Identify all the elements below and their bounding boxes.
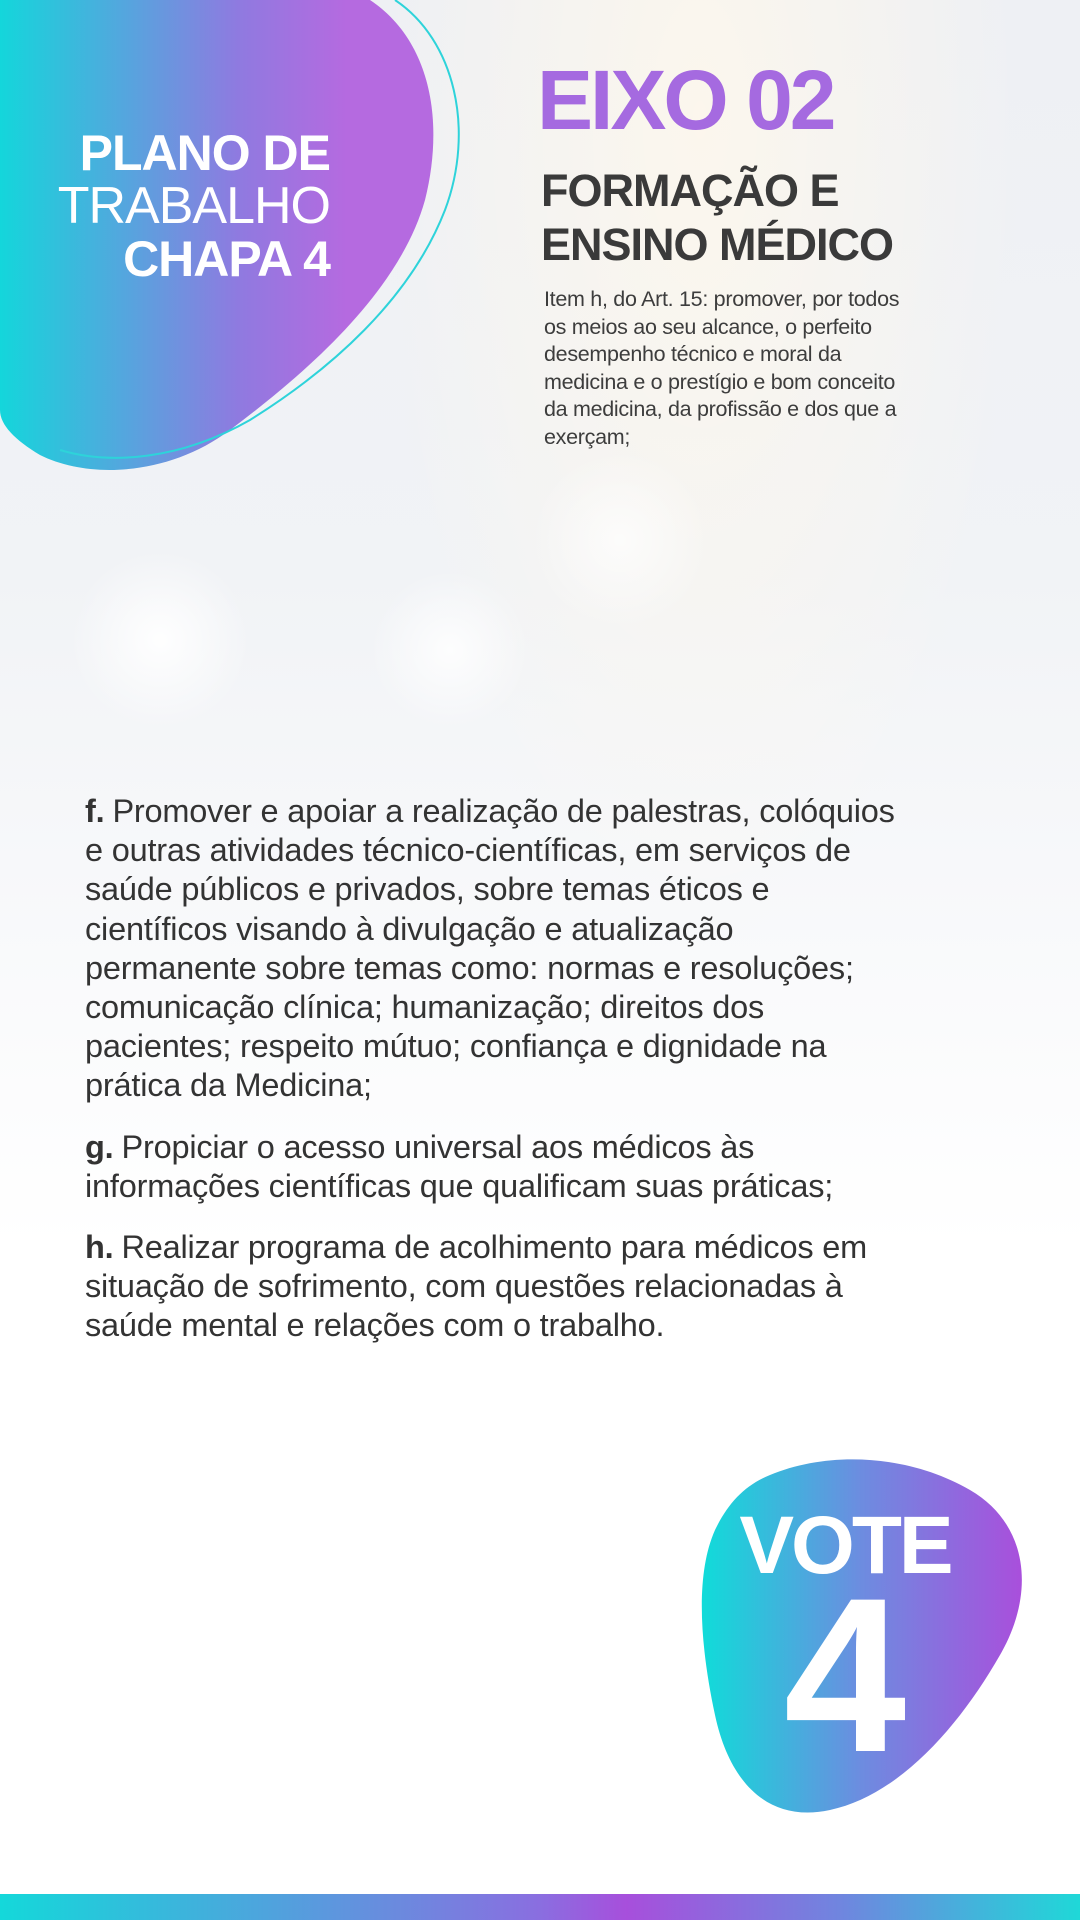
eixo-description-line: medicina e o prestígio e bom conceito: [544, 369, 896, 394]
item-line: situação de sofrimento, com questões relacionadas à: [85, 1268, 843, 1305]
bottom-gradient-bar: [0, 1894, 1080, 1920]
eixo-title: EIXO 02: [537, 53, 834, 147]
item-line: científicos visando à divulgação e atualização: [85, 910, 734, 947]
eixo-subtitle-line1: FORMAÇÃO E: [541, 165, 839, 216]
eixo-description-line: exerçam;: [544, 424, 631, 449]
eixo-description: [544, 286, 984, 451]
item-line: saúde mental e relações com o trabalho.: [85, 1307, 665, 1344]
item-line: comunicação clínica; humanização; direitos dos: [85, 989, 765, 1026]
item-line: informações científicas que qualificam suas práticas;: [85, 1167, 834, 1204]
item-line: prática da Medicina;: [85, 1067, 372, 1104]
eixo-description-line: os meios ao seu alcance, o perfeito: [544, 314, 872, 339]
plan-title-line2: TRABALHO: [57, 177, 330, 235]
eixo-description-line: da medicina, da profissão e dos que a: [544, 397, 897, 421]
plan-title: [50, 125, 330, 287]
eixo-description-line: Item h, do Art. 15: promover, por todos: [544, 287, 900, 311]
proposal-item-f: [85, 792, 1045, 1106]
eixo-description-line: desempenho técnico e moral da: [544, 342, 842, 366]
item-line: Realizar programa de acolhimento para médicos em: [121, 1229, 867, 1266]
item-line: saúde públicos e privados, sobre temas éticos e: [85, 871, 770, 908]
proposal-item-h: [85, 1228, 1045, 1346]
eixo-subtitle: [541, 164, 1021, 272]
vote-word: VOTE: [739, 1500, 951, 1591]
item-letter: g.: [85, 1128, 114, 1165]
plan-title-line1: PLANO DE: [79, 125, 330, 181]
item-line: pacientes; respeito mútuo; confiança e dignidade na: [85, 1028, 827, 1065]
plan-title-line3: CHAPA 4: [123, 231, 330, 287]
vote-number: 4: [783, 1552, 907, 1798]
item-line: Propiciar o acesso universal aos médicos às: [121, 1128, 755, 1165]
item-line: Promover e apoiar a realização de palestras, colóquios: [112, 793, 895, 829]
eixo-subtitle-line2: ENSINO MÉDICO: [541, 219, 894, 270]
item-letter: f.: [85, 793, 105, 829]
item-letter: h.: [85, 1229, 114, 1266]
proposal-item-g: [85, 1128, 1045, 1206]
proposal-items: [85, 792, 1045, 1368]
item-line: permanente sobre temas como: normas e resoluções;: [85, 949, 854, 986]
item-line: e outras atividades técnico-científicas, em serviços de: [85, 832, 851, 869]
